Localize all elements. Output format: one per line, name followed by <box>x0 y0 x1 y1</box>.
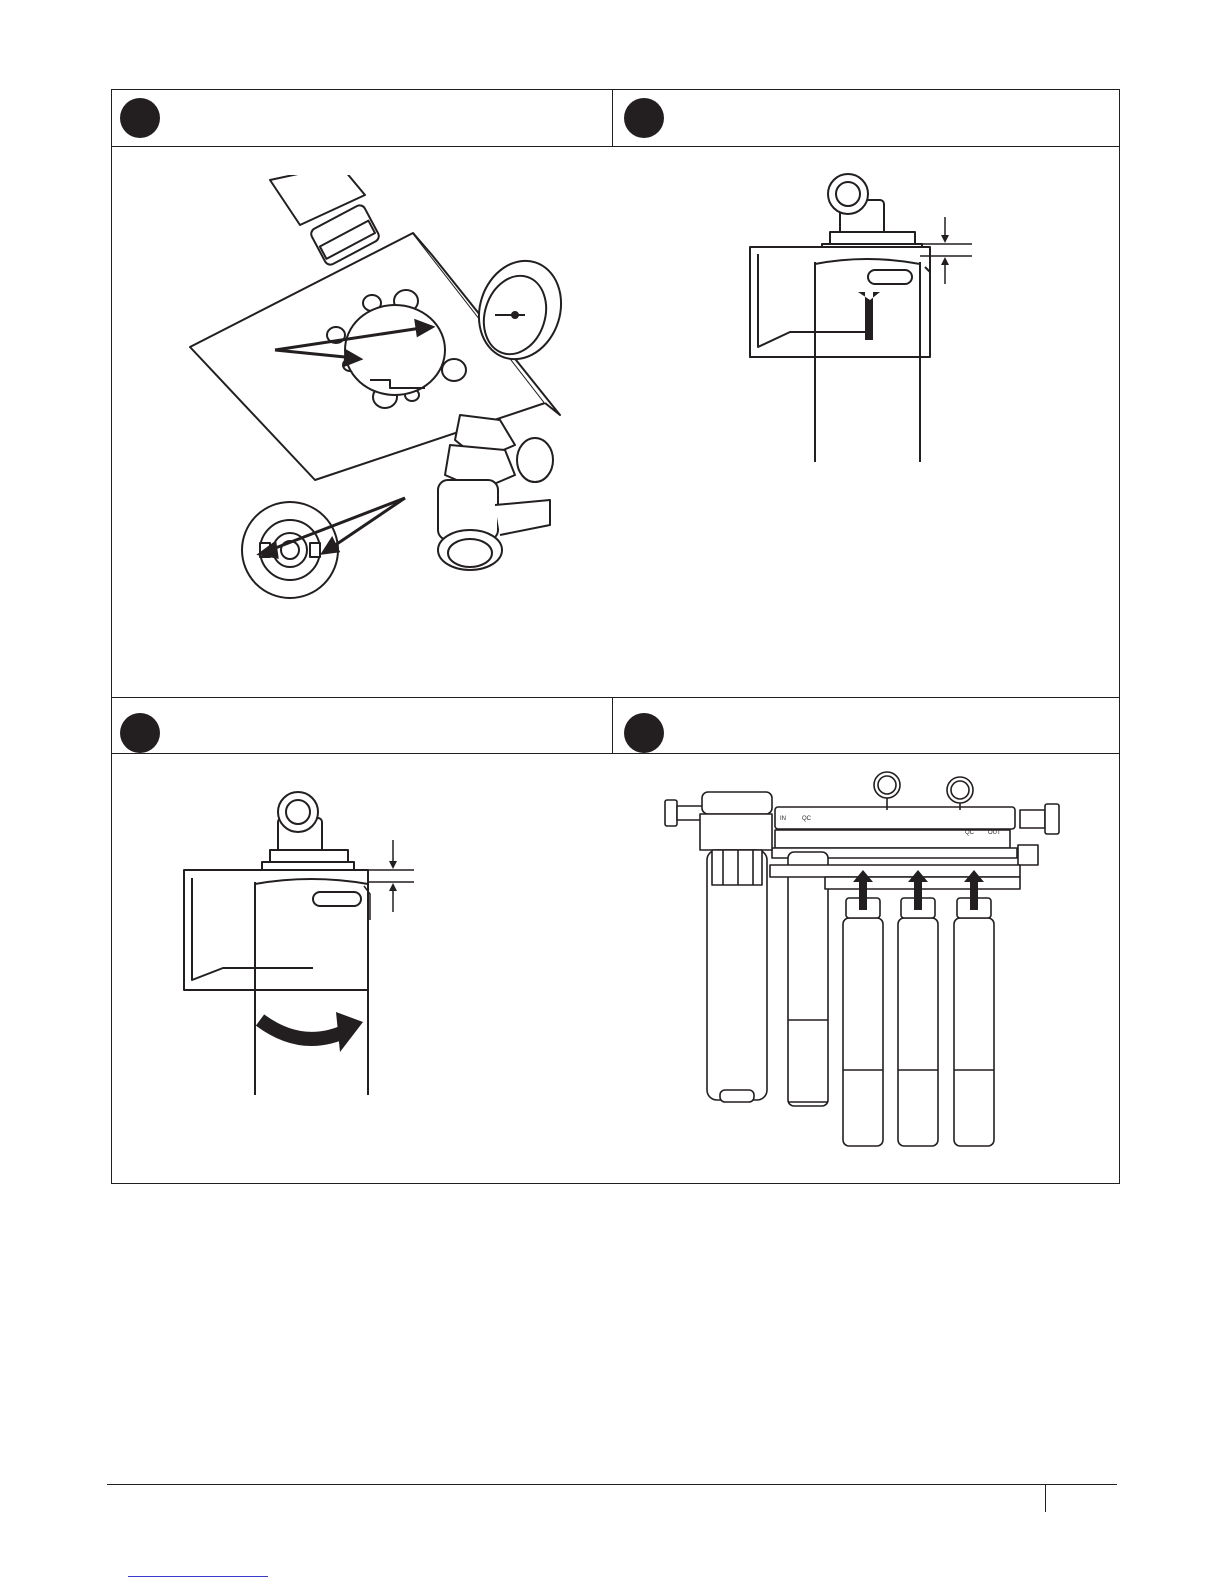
footer-rule <box>107 1484 1117 1485</box>
row2-header-divider <box>112 753 1119 754</box>
row-divider <box>112 697 1119 698</box>
step-3-dot <box>120 713 160 753</box>
step-4-dot <box>624 713 664 753</box>
cartridge-insert-illustration <box>740 172 1000 472</box>
step-1-dot <box>120 98 160 138</box>
step-2-dot <box>624 98 664 138</box>
row1-header-divider <box>112 146 1119 147</box>
head-bracket-illustration <box>180 175 580 615</box>
inlet-label: IN <box>780 816 786 822</box>
cartridge-rotate-illustration <box>178 790 438 1100</box>
outlet-label: OUT <box>988 830 1001 836</box>
header2-column-divider <box>612 697 613 753</box>
footer-link-underline[interactable] <box>128 1576 268 1577</box>
header1-column-divider <box>612 90 613 146</box>
qc-right-label: QC <box>965 830 974 836</box>
filter-system-illustration <box>660 770 1100 1180</box>
qc-left-label: QC <box>802 816 811 822</box>
footer-page-divider <box>1045 1484 1046 1512</box>
